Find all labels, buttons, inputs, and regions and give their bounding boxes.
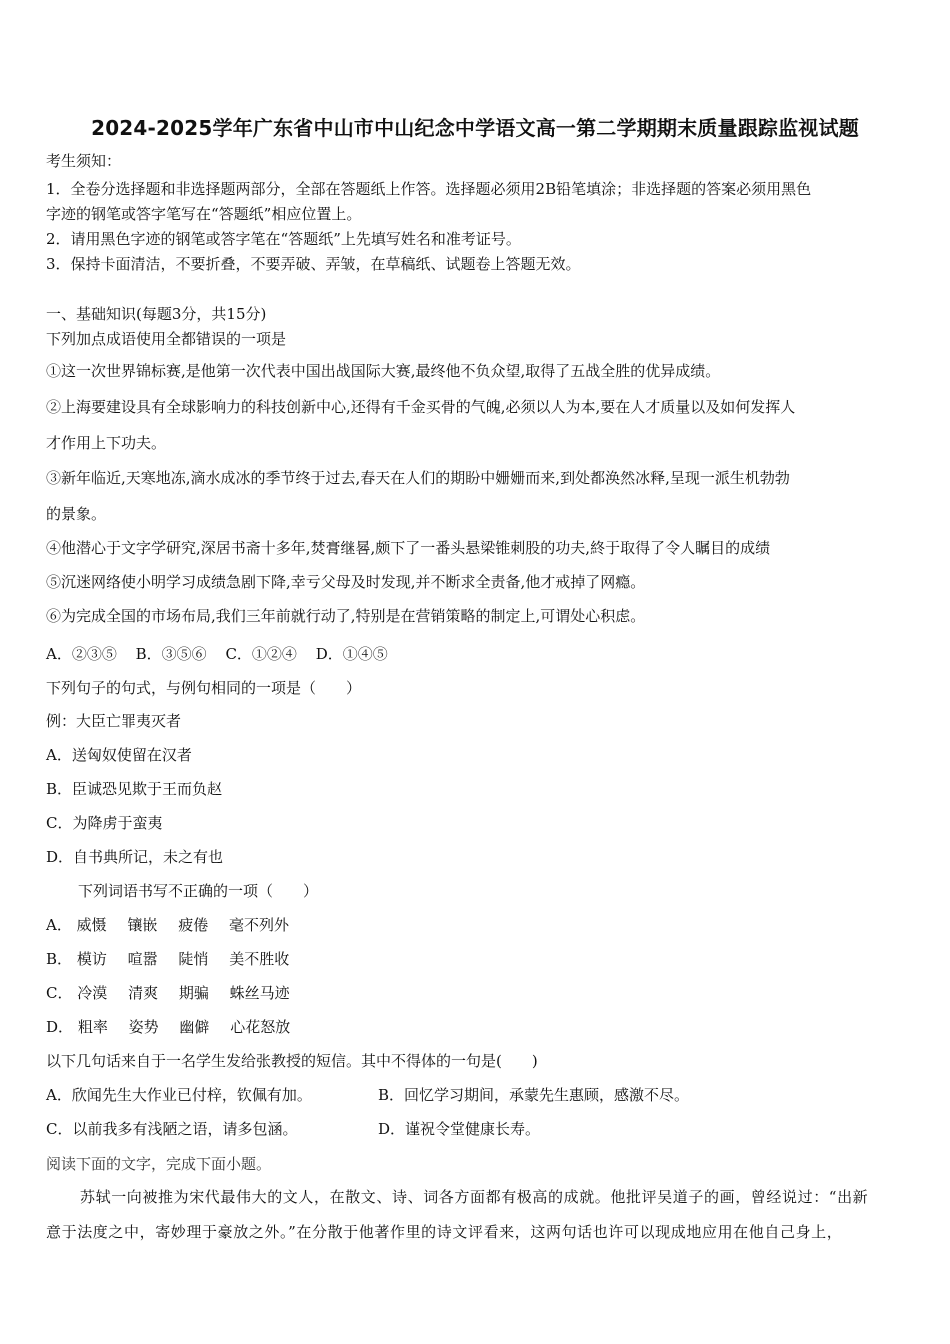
option-label: A．: [46, 916, 72, 934]
option-b: [46, 948, 289, 969]
page-title: 2024-2025学年广东省中山市中山纪念中学语文高一第二学期期末质量跟踪监视试题: [91, 116, 859, 140]
word: 粗率: [77, 1018, 108, 1036]
word: 疲倦: [178, 916, 209, 934]
notice-line: 1．全卷分选择题和非选择题两部分，全部在答题纸上作答。选择题必须用2B铅笔填涂；非选择题的答案必须用黑色: [46, 180, 812, 198]
word: 幽僻: [179, 1018, 210, 1036]
question-item: ⑥为完成全国的市场布局,我们三年前就行动了,特别是在营销策略的制定上,可谓处心积虑。: [46, 607, 646, 625]
answer-options: [46, 643, 388, 664]
word: 陡悄: [178, 950, 209, 968]
option-a: A．送匈奴使留在汉者: [46, 746, 192, 764]
word: 清爽: [128, 984, 159, 1002]
word: 期骗: [178, 984, 209, 1002]
option-a: [46, 914, 289, 935]
word: 模访: [76, 950, 107, 968]
word: 冷漠: [77, 984, 108, 1002]
word: 姿势: [128, 1018, 159, 1036]
word: 威慑: [76, 916, 107, 934]
option-c: [46, 982, 290, 1003]
notice-line: 2．请用黑色字迹的钢笔或答字笔在“答题纸”上先填写姓名和准考证号。: [46, 230, 521, 248]
question-item: ④他潜心于文字学研究,深居书斋十多年,焚膏继晷,颇下了一番头悬梁锥刺股的功夫,終于取得了令人瞩目的成绩: [46, 539, 771, 557]
section-heading: 一、基础知识(每题3分，共15分): [46, 305, 267, 323]
question-item: 的景象。: [46, 505, 107, 523]
option-b: B．回忆学习期间，承蒙先生惠顾，感激不尽。: [378, 1086, 690, 1104]
option-label: D．: [46, 1018, 74, 1036]
question-stem: 下列句子的句式，与例句相同的一项是（ ）: [46, 679, 362, 697]
question-item: ③新年临近,天寒地冻,滴水成冰的季节终于过去,春天在人们的期盼中姗姗而来,到处都涣然冰释,呈现一派生机勃勃: [46, 469, 790, 487]
option-a: A．②③⑤: [46, 645, 117, 663]
question-stem: 下列词语书写不正确的一项（ ）: [78, 882, 319, 900]
example-sentence: 例：大臣亡罪夷灭者: [46, 712, 182, 730]
word: 镶嵌: [127, 916, 158, 934]
word: 心花怒放: [230, 1018, 291, 1036]
option-c: C．为降虏于蛮夷: [46, 814, 163, 832]
reading-paragraph-line: 意于法度之中，寄妙理于豪放之外。”在分散于他著作里的诗文评看来，这两句话也许可以现成地应用在他自己身上，: [46, 1223, 843, 1241]
option-d: [46, 1016, 290, 1037]
question-stem: 以下几句话来自于一名学生发给张教授的短信。其中不得体的一句是( ): [46, 1052, 538, 1070]
option-b: B．③⑤⑥: [135, 645, 207, 663]
notice-line: 3．保持卡面清洁，不要折叠，不要弄破、弄皱，在草稿纸、试题卷上答题无效。: [46, 255, 581, 273]
option-d: D．①④⑤: [315, 645, 388, 663]
option-label: B．: [46, 950, 73, 968]
option-b: B．臣诚恐见欺于王而负赵: [46, 780, 223, 798]
question-item: 才作用上下功夫。: [46, 434, 167, 452]
option-d: D．自书典所记，未之有也: [46, 848, 224, 866]
notice-line: 字迹的钢笔或答字笔写在“答题纸”相应位置上。: [46, 205, 362, 223]
word: 毫不列外: [229, 916, 290, 934]
option-c: C．以前我多有浅陋之语，请多包涵。: [46, 1120, 298, 1138]
question-item: ①这一次世界锦标赛,是他第一次代表中国出战国际大赛,最终他不负众望,取得了五战全胜的优异成绩。: [46, 362, 721, 380]
option-label: C．: [46, 984, 73, 1002]
word: 蛛丝马迹: [229, 984, 290, 1002]
question-item: ⑤沉迷网络使小明学习成绩急剧下降,幸亏父母及时发现,并不断求全责备,他才戒掉了网瘾。: [46, 573, 646, 591]
reading-paragraph-line: 苏轼一向被推为宋代最伟大的文人，在散文、诗、词各方面都有极高的成就。他批评吴道子的画，曾经说过：“出新: [80, 1188, 869, 1206]
word: 喧嚣: [127, 950, 158, 968]
option-d: D．谨祝令堂健康长寿。: [378, 1120, 541, 1138]
notice-heading: 考生须知：: [46, 152, 122, 170]
word: 美不胜收: [229, 950, 290, 968]
question-stem: 下列加点成语使用全都错误的一项是: [46, 330, 287, 348]
question-item: ②上海要建设具有全球影响力的科技创新中心,还得有千金买骨的气魄,必须以人为本,要在人才质量以及如何发挥人: [46, 398, 796, 416]
reading-intro: 阅读下面的文字，完成下面小题。: [46, 1155, 272, 1173]
option-c: C．①②④: [225, 645, 297, 663]
option-a: A．欣闻先生大作业已付梓，钦佩有加。: [46, 1086, 312, 1104]
